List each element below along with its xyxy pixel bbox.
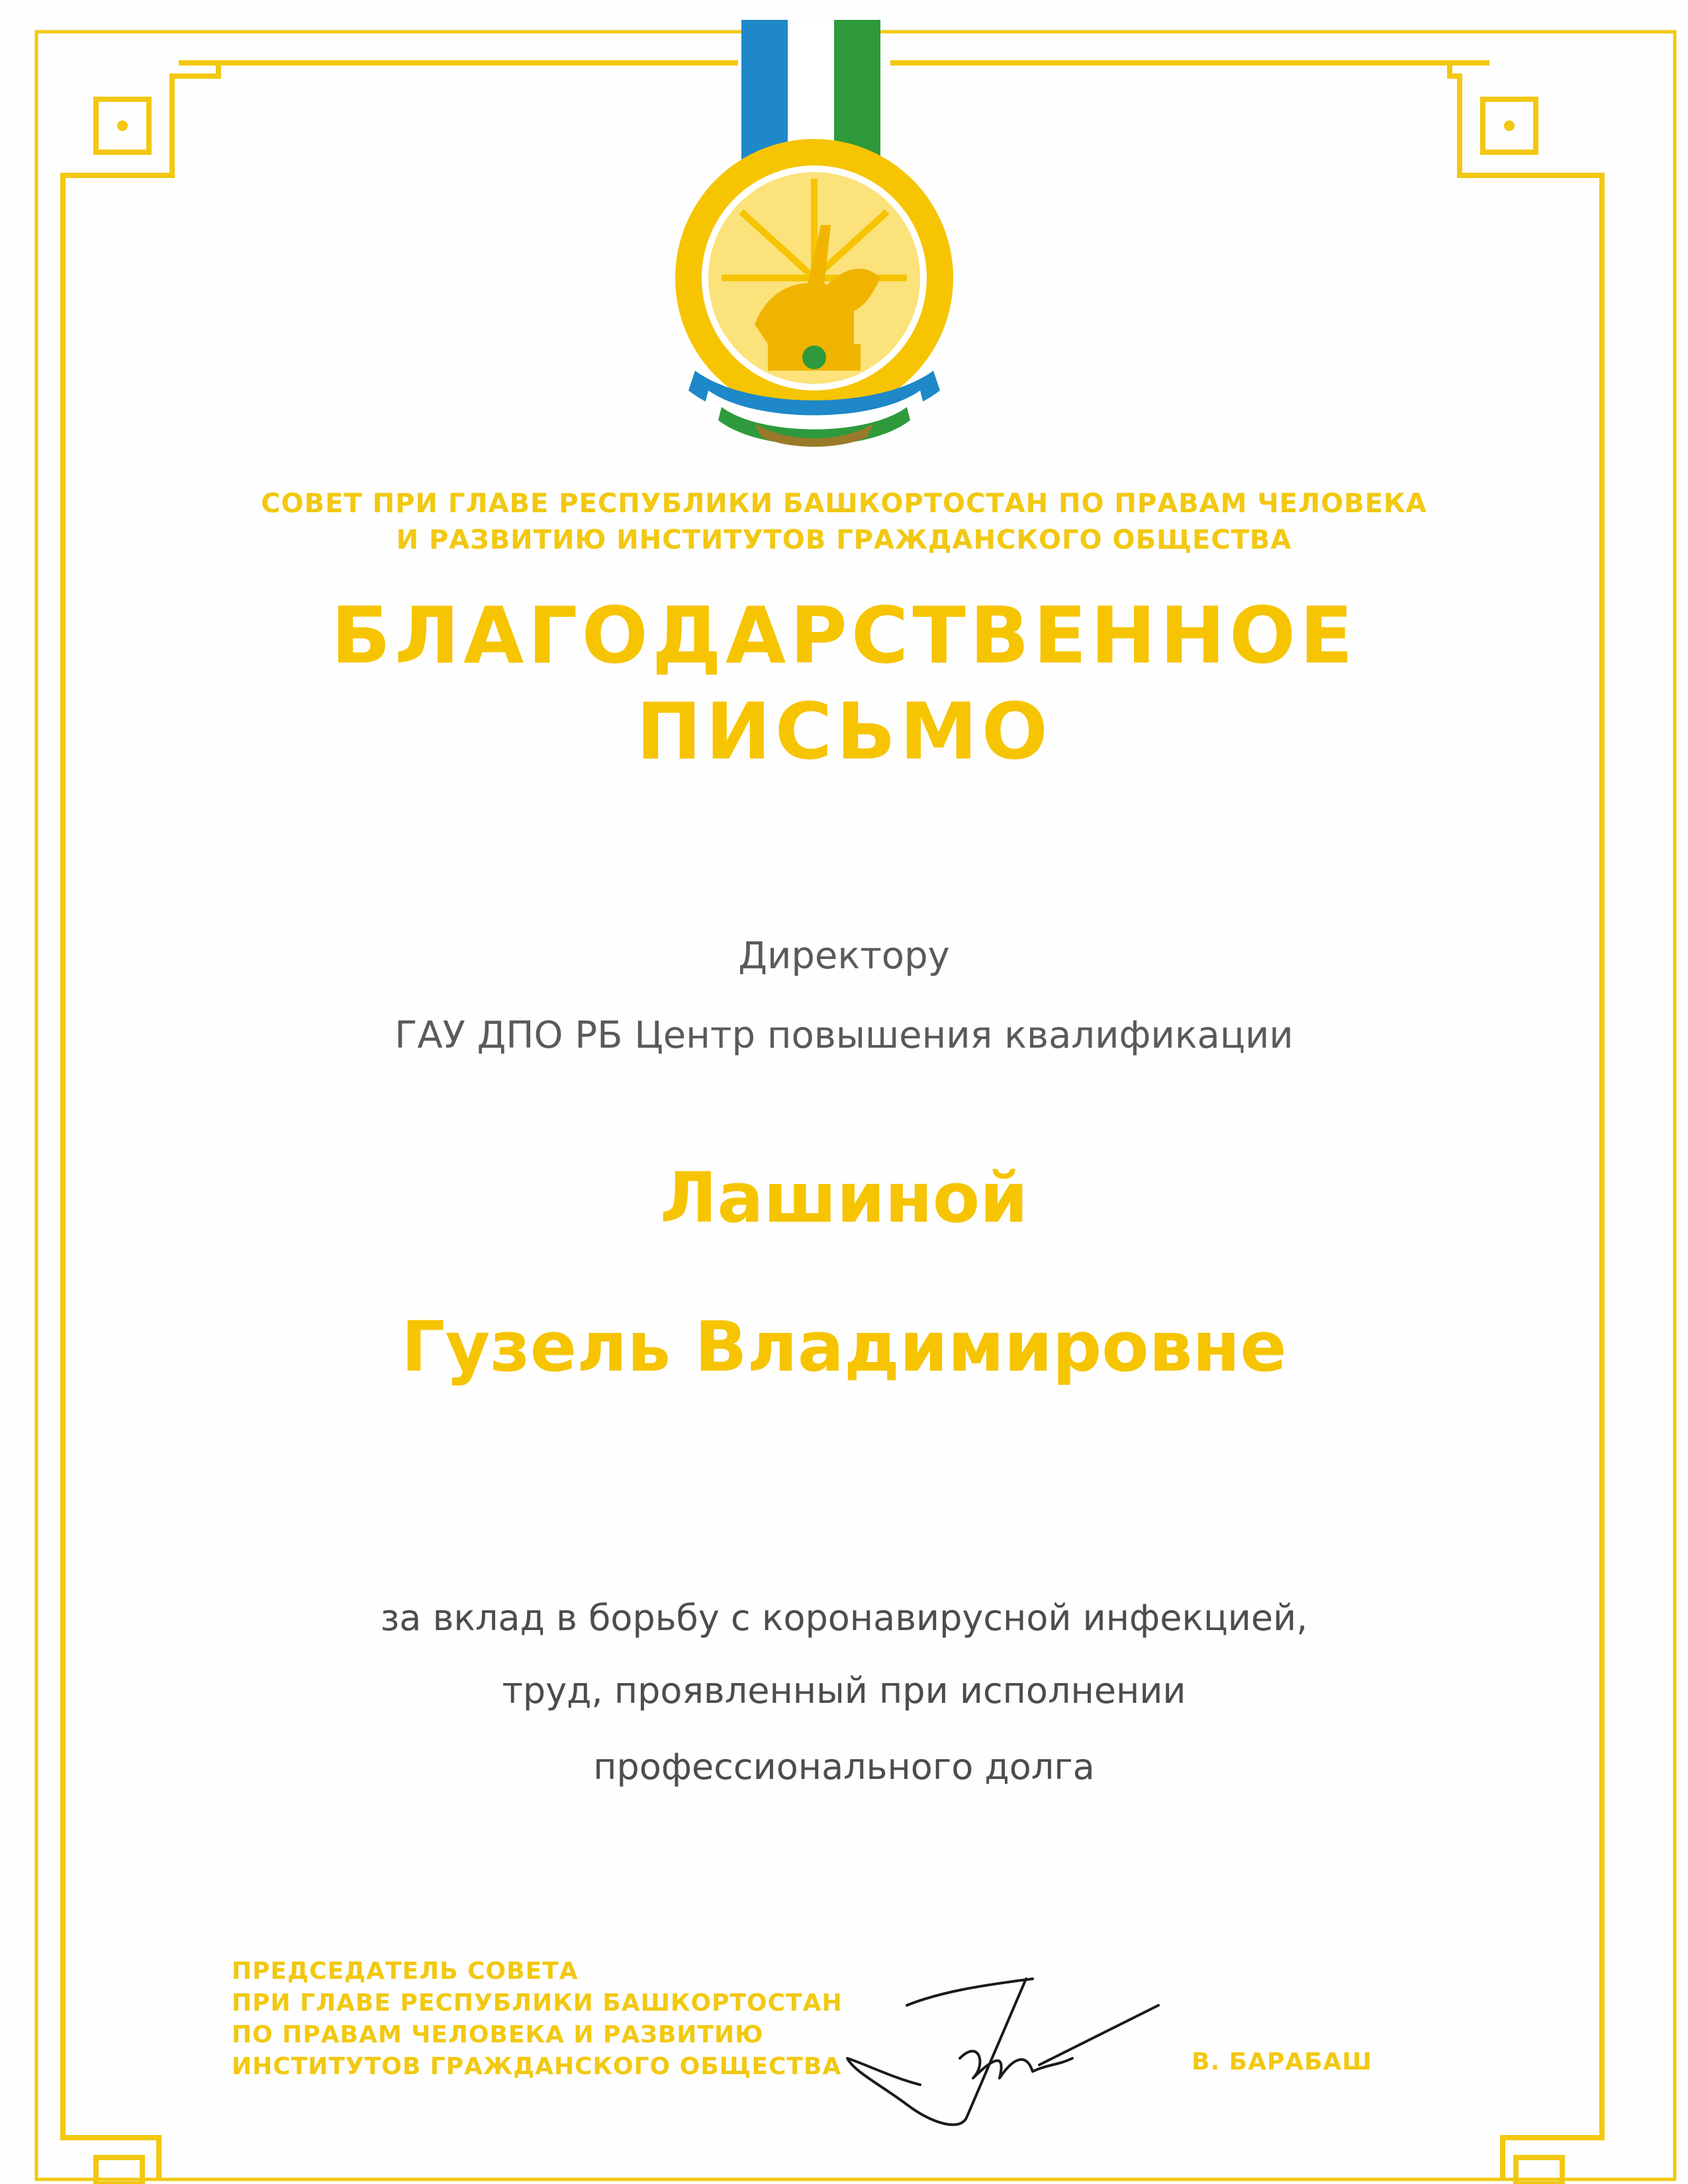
reason-line-1: за вклад в борьбу с коронавирусной инфекцией, [380, 1597, 1308, 1639]
signatory-title-line-3: ПО ПРАВАМ ЧЕЛОВЕКА И РАЗВИТИЮ [232, 2021, 764, 2048]
bashkortostan-coat-of-arms-icon [655, 13, 973, 450]
signatory-title-line-2: ПРИ ГЛАВЕ РЕСПУБЛИКИ БАШКОРТОСТАН [232, 1989, 843, 2017]
signatory-title-line-1: ПРЕДСЕДАТЕЛЬ СОВЕТА [232, 1958, 579, 1985]
reason-line-2: труд, проявленный при исполнении [502, 1670, 1186, 1711]
organization-line-2: И РАЗВИТИЮ ИНСТИТУТОВ ГРАЖДАНСКОГО ОБЩЕСТВА [396, 525, 1292, 555]
document-title-line-1: БЛАГОДАРСТВЕННОЕ [331, 590, 1357, 681]
organization-line-1: СОВЕТ ПРИ ГЛАВЕ РЕСПУБЛИКИ БАШКОРТОСТАН ПО ПРАВАМ ЧЕЛОВЕКА [261, 488, 1427, 519]
recipient-institution: ГАУ ДПО РБ Центр повышения квалификации [395, 1014, 1293, 1057]
signatory-name: В. БАРАБАШ [1192, 2048, 1372, 2075]
recipient-position: Директору [738, 934, 950, 978]
document-title-line-2: ПИСЬМО [636, 686, 1052, 777]
reason-line-3: профессионального долга [593, 1746, 1095, 1788]
handwritten-signature [827, 1966, 1172, 2138]
recipient-surname: Лашиной [659, 1158, 1029, 1238]
signatory-title-line-4: ИНСТИТУТОВ ГРАЖДАНСКОГО ОБЩЕСТВА [232, 2053, 842, 2080]
recipient-given-names: Гузель Владимировне [401, 1306, 1287, 1387]
